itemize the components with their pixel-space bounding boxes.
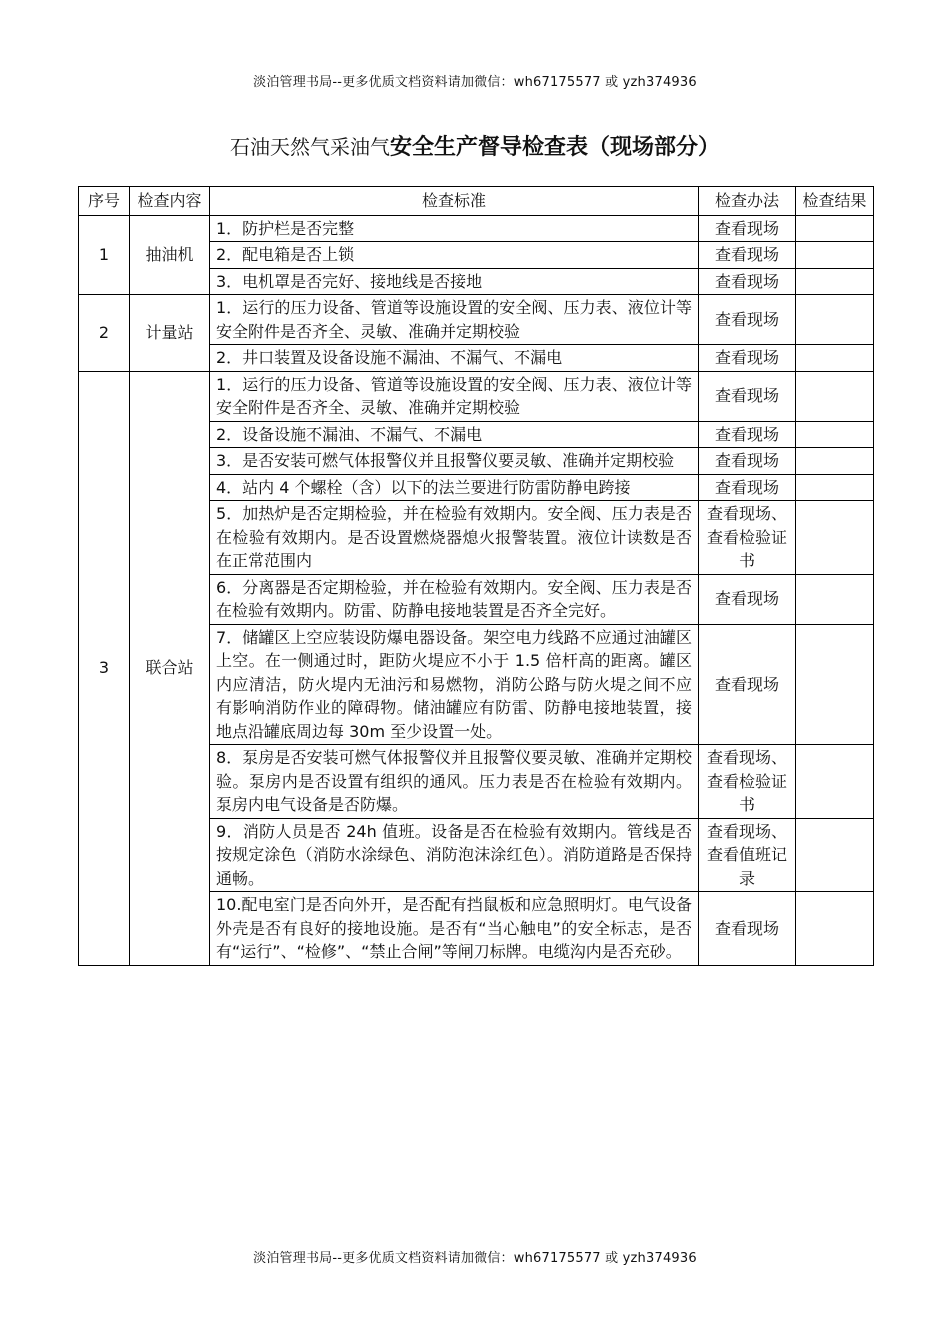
inspection-standard: 9．消防人员是否 24h 值班。设备是否在检验有效期内。管线是否按规定涂色（消防水涂绿色、消防泡沫涂红色）。消防道路是否保持通畅。 bbox=[210, 818, 699, 892]
inspection-standard: 1．运行的压力设备、管道等设施设置的安全阀、压力表、液位计等安全附件是否齐全、灵敏、准确并定期校验 bbox=[210, 295, 699, 345]
column-header-method: 检查办法 bbox=[699, 187, 796, 216]
inspection-result[interactable] bbox=[796, 268, 874, 295]
table-body bbox=[79, 215, 874, 965]
inspection-result[interactable] bbox=[796, 371, 874, 421]
inspection-method: 查看现场 bbox=[699, 215, 796, 242]
inspection-result[interactable] bbox=[796, 295, 874, 345]
inspection-standard: 1．防护栏是否完整 bbox=[210, 215, 699, 242]
column-header-standard: 检查标准 bbox=[210, 187, 699, 216]
inspection-standard: 10.配电室门是否向外开，是否配有挡鼠板和应急照明灯。电气设备外壳是否有良好的接地设施。是否有“当心触电”的安全标志，是否有“运行”、“检修”、“禁止合闸”等闸刀标牌。电缆沟内是否充砂。 bbox=[210, 892, 699, 966]
inspection-standard: 3．电机罩是否完好、接地线是否接地 bbox=[210, 268, 699, 295]
inspection-method: 查看现场、查看值班记录 bbox=[699, 818, 796, 892]
inspection-result[interactable] bbox=[796, 242, 874, 269]
table-row bbox=[79, 371, 874, 421]
inspection-result[interactable] bbox=[796, 215, 874, 242]
inspection-standard: 2．设备设施不漏油、不漏气、不漏电 bbox=[210, 421, 699, 448]
column-header-result: 检查结果 bbox=[796, 187, 874, 216]
title-prefix: 石油天然气采油气 bbox=[229, 135, 390, 159]
table-header-row bbox=[79, 187, 874, 216]
inspection-method: 查看现场、查看检验证书 bbox=[699, 745, 796, 819]
inspection-result[interactable] bbox=[796, 574, 874, 624]
inspection-standard: 7．储罐区上空应装设防爆电器设备。架空电力线路不应通过油罐区上空。在一侧通过时，距防火堤应不小于 1.5 倍杆高的距离。罐区内应清洁，防火堤内无油污和易燃物，消防公路与防火堤之间不应有影响消防作业的障碍物。储油罐应有防雷、防静电接地装置，接地点沿罐底周边每 30m 至少设置一处。 bbox=[210, 624, 699, 745]
group-item: 联合站 bbox=[130, 371, 210, 965]
inspection-method: 查看现场 bbox=[699, 421, 796, 448]
inspection-method: 查看现场 bbox=[699, 448, 796, 475]
table-row bbox=[79, 215, 874, 242]
column-header-item: 检查内容 bbox=[130, 187, 210, 216]
inspection-standard: 2．井口装置及设备设施不漏油、不漏气、不漏电 bbox=[210, 345, 699, 372]
inspection-table bbox=[78, 186, 874, 966]
page-footer-note: 淡泊管理书局--更多优质文档资料请加微信：wh67175577 或 yzh374936 bbox=[253, 1251, 697, 1266]
table-row bbox=[79, 295, 874, 345]
inspection-method: 查看现场 bbox=[699, 345, 796, 372]
page-title bbox=[0, 130, 950, 161]
group-number: 2 bbox=[79, 295, 130, 372]
group-item: 计量站 bbox=[130, 295, 210, 372]
inspection-result[interactable] bbox=[796, 624, 874, 745]
inspection-standard: 4．站内 4 个螺栓（含）以下的法兰要进行防雷防静电跨接 bbox=[210, 474, 699, 501]
page-header-note: 淡泊管理书局--更多优质文档资料请加微信：wh67175577 或 yzh374936 bbox=[253, 75, 697, 90]
inspection-result[interactable] bbox=[796, 892, 874, 966]
column-header-no: 序号 bbox=[79, 187, 130, 216]
inspection-method: 查看现场 bbox=[699, 371, 796, 421]
inspection-standard: 5．加热炉是否定期检验，并在检验有效期内。安全阀、压力表是否在检验有效期内。是否设置燃烧器熄火报警装置。液位计读数是否在正常范围内 bbox=[210, 501, 699, 575]
inspection-result[interactable] bbox=[796, 474, 874, 501]
inspection-method: 查看现场 bbox=[699, 574, 796, 624]
inspection-method: 查看现场 bbox=[699, 624, 796, 745]
group-number: 1 bbox=[79, 215, 130, 295]
inspection-method: 查看现场、查看检验证书 bbox=[699, 501, 796, 575]
group-item: 抽油机 bbox=[130, 215, 210, 295]
inspection-method: 查看现场 bbox=[699, 268, 796, 295]
inspection-standard: 3．是否安装可燃气体报警仪并且报警仪要灵敏、准确并定期校验 bbox=[210, 448, 699, 475]
inspection-standard: 8．泵房是否安装可燃气体报警仪并且报警仪要灵敏、准确并定期校验。泵房内是否设置有组织的通风。压力表是否在检验有效期内。泵房内电气设备是否防爆。 bbox=[210, 745, 699, 819]
inspection-result[interactable] bbox=[796, 501, 874, 575]
inspection-result[interactable] bbox=[796, 345, 874, 372]
inspection-result[interactable] bbox=[796, 421, 874, 448]
inspection-standard: 2．配电箱是否上锁 bbox=[210, 242, 699, 269]
inspection-result[interactable] bbox=[796, 818, 874, 892]
inspection-method: 查看现场 bbox=[699, 242, 796, 269]
inspection-standard: 1．运行的压力设备、管道等设施设置的安全阀、压力表、液位计等安全附件是否齐全、灵敏、准确并定期校验 bbox=[210, 371, 699, 421]
inspection-method: 查看现场 bbox=[699, 892, 796, 966]
group-number: 3 bbox=[79, 371, 130, 965]
inspection-method: 查看现场 bbox=[699, 474, 796, 501]
inspection-standard: 6．分离器是否定期检验，并在检验有效期内。安全阀、压力表是否在检验有效期内。防雷、防静电接地装置是否齐全完好。 bbox=[210, 574, 699, 624]
inspection-result[interactable] bbox=[796, 448, 874, 475]
inspection-result[interactable] bbox=[796, 745, 874, 819]
inspection-method: 查看现场 bbox=[699, 295, 796, 345]
title-main: 安全生产督导检查表（现场部分） bbox=[389, 135, 720, 160]
